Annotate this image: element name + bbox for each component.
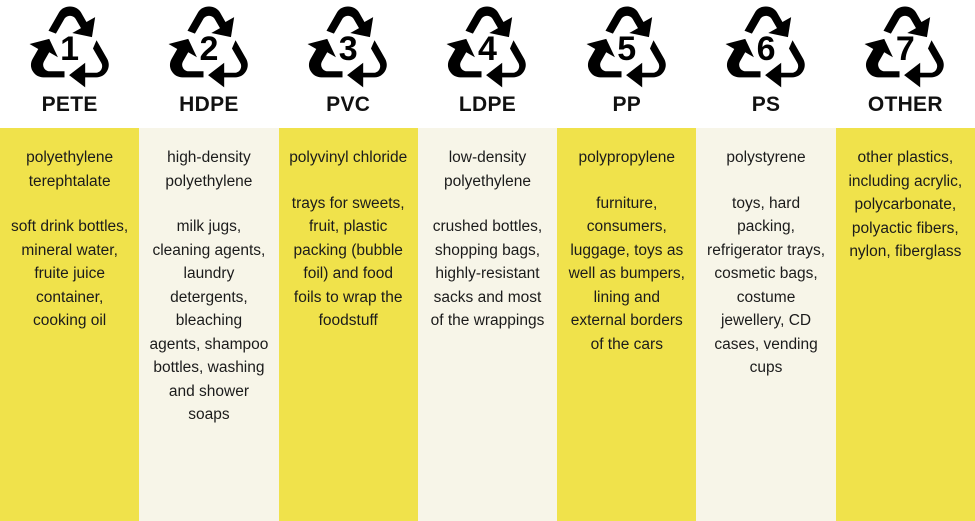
common-uses: crushed bottles, shopping bags, highly-resistant sacks and most of the wrappings — [430, 218, 545, 330]
polymer-name: low-density polyethylene — [443, 149, 531, 190]
recycling-symbol-area — [279, 0, 418, 128]
plastic-description-cell — [696, 128, 835, 521]
recycling-symbol-area — [696, 0, 835, 128]
polymer-name: other plastics, including acrylic, polycarbonate, polyactic fibers, nylon, fiberglass — [848, 149, 963, 261]
resin-code-label: PETE — [41, 93, 98, 116]
plastic-code-column — [836, 0, 975, 521]
recycling-triangle-icon — [720, 6, 812, 92]
plastic-code-column — [557, 0, 696, 521]
plastic-code-column — [139, 0, 278, 521]
recycling-symbol-area — [0, 0, 139, 128]
resin-number: 6 — [756, 30, 776, 68]
resin-number: 2 — [199, 30, 219, 68]
recycling-triangle-icon — [581, 6, 673, 92]
plastic-code-column — [696, 0, 835, 521]
recycling-triangle-icon — [163, 6, 255, 92]
polymer-name: high-density polyethylene — [165, 149, 253, 190]
plastic-description-cell — [836, 128, 975, 521]
plastic-code-column — [418, 0, 557, 521]
recycling-triangle-icon — [441, 6, 533, 92]
recycling-symbol-area — [557, 0, 696, 128]
recycling-triangle-icon — [24, 6, 116, 92]
recycling-symbol-area — [139, 0, 278, 128]
recycling-triangle-icon — [859, 6, 951, 92]
plastic-description-cell — [139, 128, 278, 521]
recycling-symbol-area — [418, 0, 557, 128]
plastic-code-column — [279, 0, 418, 521]
resin-code-label: PP — [612, 93, 642, 116]
plastic-description-cell — [279, 128, 418, 521]
resin-number: 3 — [338, 30, 358, 68]
recycling-triangle-icon — [302, 6, 394, 92]
plastic-description-cell — [0, 128, 139, 521]
plastic-description-cell — [418, 128, 557, 521]
plastic-description-cell — [557, 128, 696, 521]
common-uses: soft drink bottles, mineral water, fruite juice container, cooking oil — [11, 218, 129, 330]
polymer-name: polyethylene terephtalate — [26, 149, 114, 190]
polymer-name: polystyrene — [726, 149, 806, 166]
resin-code-label: PS — [751, 93, 781, 116]
plastic-code-column — [0, 0, 139, 521]
resin-code-label: PVC — [326, 93, 371, 116]
recycling-symbol-area — [836, 0, 975, 128]
polymer-name: polypropylene — [578, 149, 676, 166]
resin-number: 7 — [895, 30, 915, 68]
resin-number: 5 — [617, 30, 637, 68]
polymer-name: polyvinyl chloride — [289, 149, 408, 166]
resin-code-label: OTHER — [867, 93, 943, 116]
resin-code-label: LDPE — [458, 93, 517, 116]
common-uses: milk jugs, cleaning agents, laundry detergents, bleaching agents, shampoo bottles, washing and shower soaps — [149, 218, 269, 424]
common-uses: furniture, consumers, luggage, toys as well as bumpers, lining and external borders of the cars — [568, 194, 685, 353]
resin-number: 4 — [478, 30, 497, 68]
resin-number: 1 — [60, 30, 80, 68]
common-uses: toys, hard packing, refrigerator trays, cosmetic bags, costume jewellery, CD cases, vending cups — [707, 194, 826, 377]
resin-code-label: HDPE — [179, 93, 239, 116]
common-uses: trays for sweets, fruit, plastic packing (bubble foil) and food foils to wrap the foodstuff — [291, 194, 405, 330]
